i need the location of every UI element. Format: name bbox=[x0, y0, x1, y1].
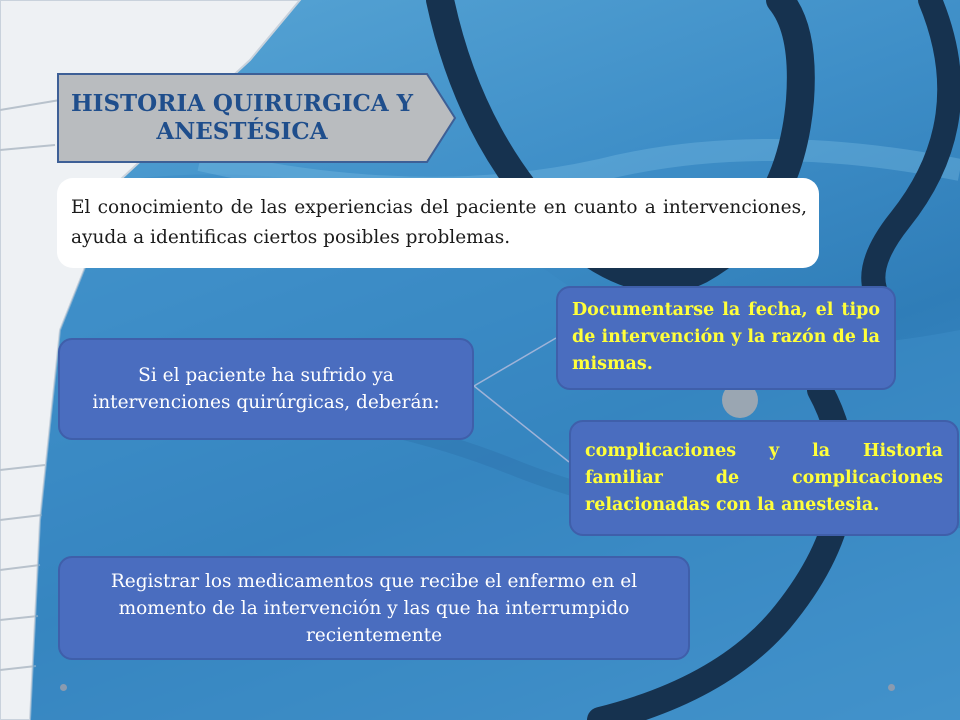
answer-box-1 bbox=[556, 286, 896, 390]
title-line-1: HISTORIA QUIRURGICA Y bbox=[70, 90, 414, 117]
page-title bbox=[57, 73, 427, 163]
slide-dot-right bbox=[888, 684, 895, 691]
answer-text-1: Documentarse la fecha, el tipo de intervención y la razón de la mismas. bbox=[572, 300, 880, 374]
register-text: Registrar los medicamentos que recibe el enfermo en el momento de la intervención y las que ha interrumpido recientemente bbox=[110, 570, 638, 646]
slide-dot-left bbox=[60, 684, 67, 691]
intro-text: El conocimiento de las experiencias del paciente en cuanto a intervenciones, ayuda a identificas ciertos posibles problemas. bbox=[71, 197, 807, 248]
question-text: Si el paciente ha sufrido ya intervenciones quirúrgicas, deberán: bbox=[92, 365, 440, 413]
title-line-2: ANESTÉSICA bbox=[156, 118, 328, 145]
question-box bbox=[58, 338, 474, 440]
intro-box bbox=[57, 178, 819, 268]
answer-box-2 bbox=[569, 420, 959, 536]
register-box bbox=[58, 556, 690, 660]
answer-text-2: complicaciones y la Historia familiar de complicaciones relacionadas con la anestesia. bbox=[585, 441, 943, 515]
title-banner bbox=[57, 73, 457, 163]
